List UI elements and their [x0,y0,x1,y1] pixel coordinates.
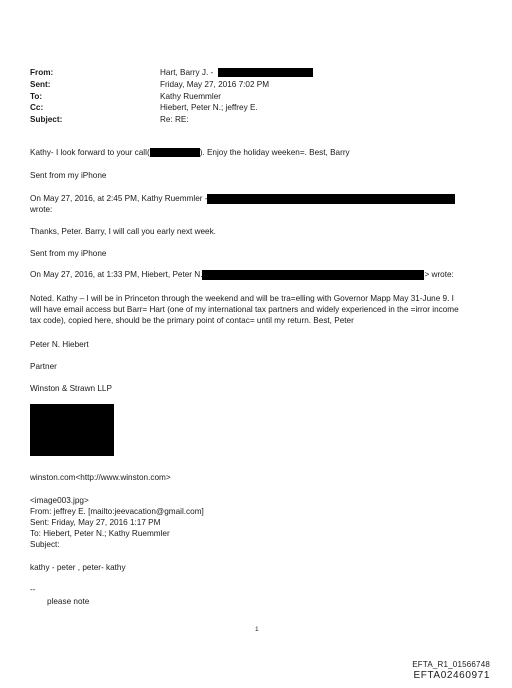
quote-header-1 [30,194,455,204]
subject-value: Re: RE: [160,115,189,124]
signature-firm: Winston & Strawn LLP [30,384,112,393]
signature-dashes: -- [30,585,36,594]
redacted-logo-block [30,404,114,456]
footer-id-2: EFTA02460971 [413,670,490,681]
quote-header-2 [30,270,454,280]
quote-header-2-wrote: > wrote: [424,270,454,280]
body-line-1-end: ). Enjoy the holiday weeken=. Best, Barry [199,148,350,157]
signature-title: Partner [30,362,57,371]
forward-sent: Sent: Friday, May 27, 2016 1:17 PM [30,518,161,527]
cc-value: Hiebert, Peter N.; jeffrey E. [160,103,258,112]
sent-value: Friday, May 27, 2016 7:02 PM [160,80,270,89]
to-label: To: [30,92,43,101]
noted-line-1: Noted. Kathy – I will be in Princeton through the weekend and will be tra=elling with Governor Mapp May 31-June 9. I [30,294,454,303]
please-note: please note [47,597,90,606]
redaction-box [207,194,455,204]
forward-from: From: jeffrey E. [mailto:jeevacation@gmail.com] [30,507,204,516]
quote-header-2-text: On May 27, 2016, at 1:33 PM, Hiebert, Peter N. [30,270,203,280]
winston-link[interactable]: winston.com<http://www.winston.com> [30,473,171,482]
quote-header-1-wrote: wrote: [30,205,53,214]
signature-name: Peter N. Hiebert [30,340,89,349]
cc-label: Cc: [30,103,44,112]
noted-line-3: tax code), copied here, should be the primary point of contac= until my return. Best, Peter [30,316,354,325]
body-line-1-start: Kathy- I look forward to your call( [30,148,150,157]
from-value [160,68,313,78]
body-line-1 [30,148,350,158]
page-number: 1 [255,626,259,633]
quote-header-1-text: On May 27, 2016, at 2:45 PM, Kathy Ruemmler - [30,194,208,204]
redaction-box [150,148,200,157]
forward-subject: Subject: [30,540,60,549]
thanks-line: Thanks, Peter. Barry, I will call you early next week. [30,227,216,236]
sent-from-iphone-2: Sent from my iPhone [30,249,107,258]
forward-to: To: Hiebert, Peter N.; Kathy Ruemmler [30,529,170,538]
subject-label: Subject: [30,115,63,124]
noted-line-2: will have email access but Barr= Hart (one of my international tax partners and widely experienced in the =irror income [30,305,459,314]
redaction-box [202,270,424,280]
redaction-box [218,68,313,77]
from-label: From: [30,68,54,77]
footer-ids [412,660,490,682]
from-name: Hart, Barry J. - [160,68,214,77]
sent-label: Sent: [30,80,51,89]
image-reference: <image003.jpg> [30,496,89,505]
footer-id-1: EFTA_R1_01566748 [412,660,490,669]
kathy-peter-line: kathy - peter , peter- kathy [30,563,126,572]
sent-from-iphone-1: Sent from my iPhone [30,171,107,180]
to-value: Kathy Ruemmler [160,92,221,101]
